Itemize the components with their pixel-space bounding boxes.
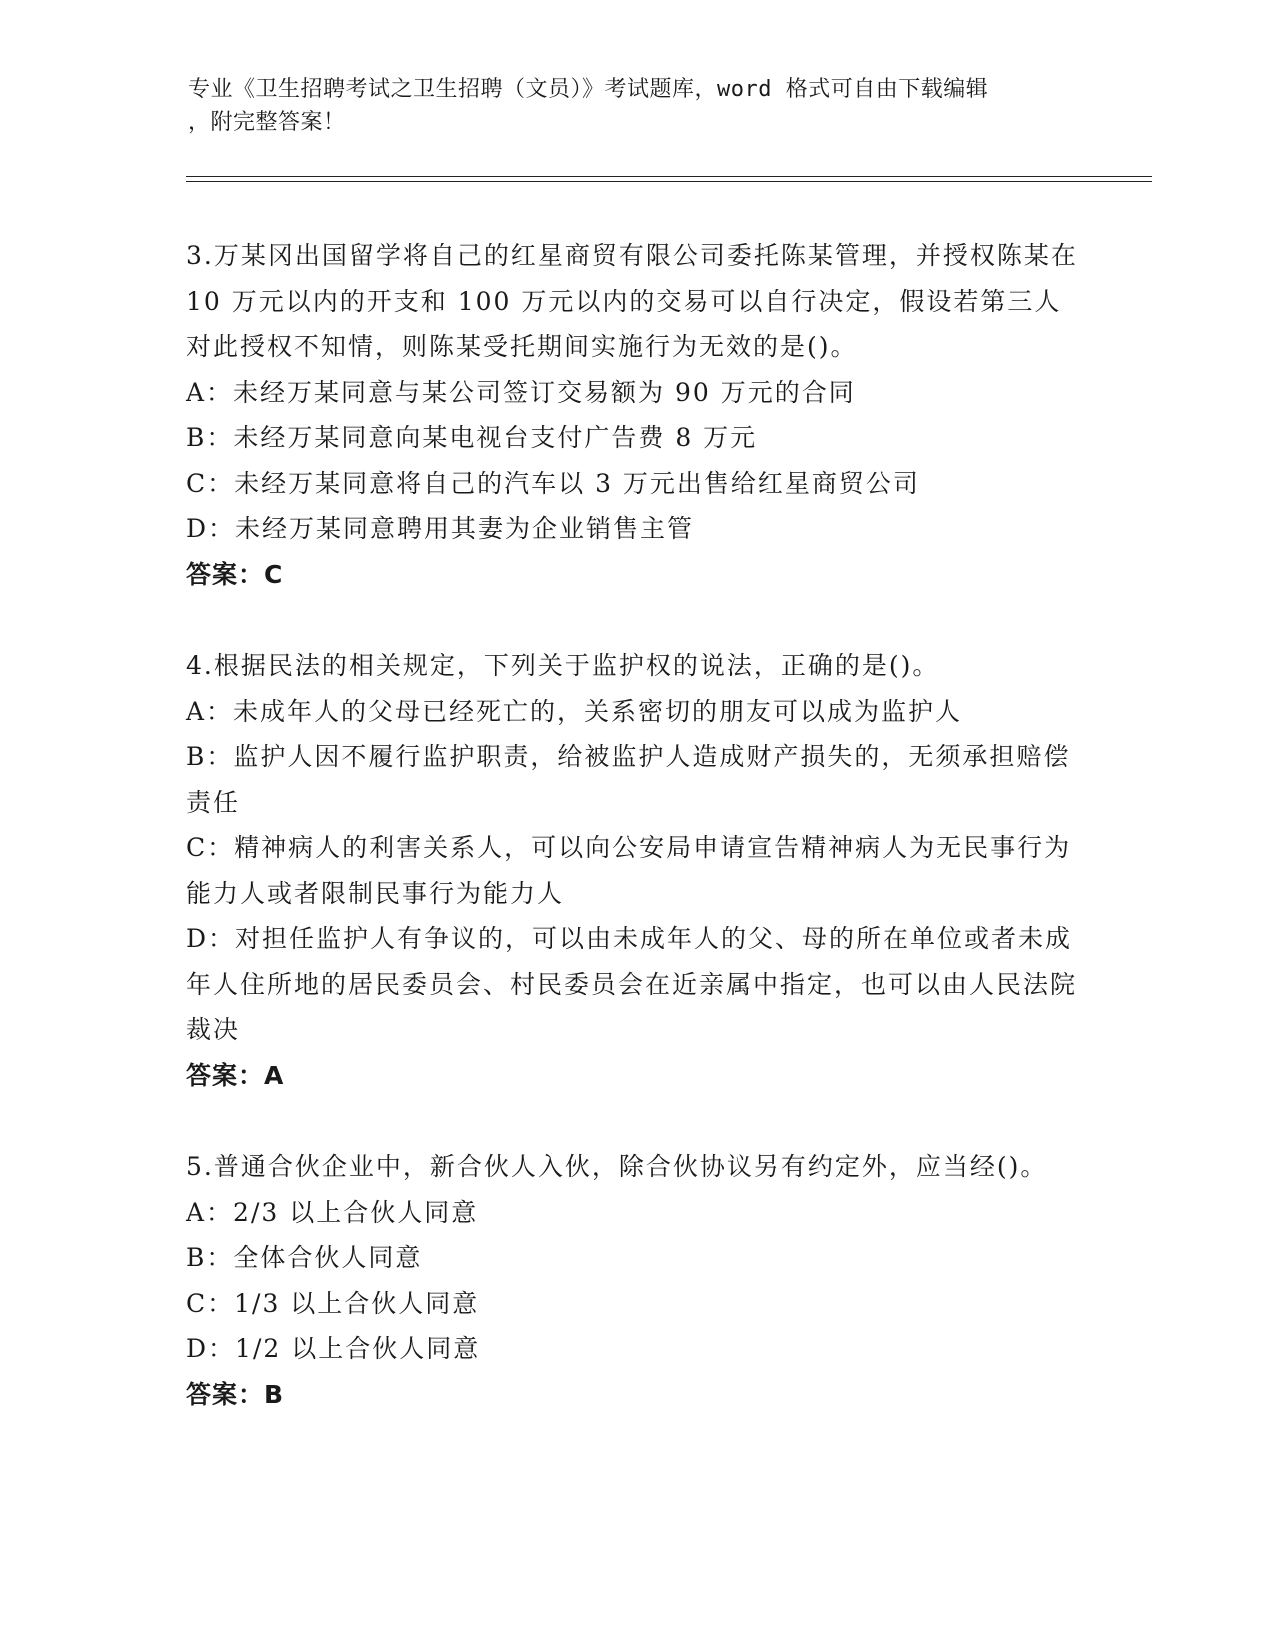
option-a: A：未成年人的父母已经死亡的，关系密切的朋友可以成为监护人 [186,696,963,726]
option-d: D：1/2 以上合伙人同意 [186,1334,481,1363]
question-5 [186,1144,1086,1417]
question-stem: 3.万某冈出国留学将自己的红星商贸有限公司委托陈某管理，并授权陈某在 10 万元以内的开支和 100 万元以内的交易可以自行决定，假设若第三人对此授权不知情，则陈某受托期间实施行为无效的是()。 [186,241,1078,361]
answer-label: 答案：B [186,1379,285,1409]
option-b: B：监护人因不履行监护职责，给被监护人造成财产损失的，无须承担赔偿责任 [186,742,1071,817]
answer-label: 答案：A [186,1060,285,1090]
answer-label: 答案：C [186,559,284,589]
document-header [188,73,1088,139]
option-b: B：未经万某同意向某电视台支付广告费 8 万元 [186,423,758,452]
option-c: C：1/3 以上合伙人同意 [186,1288,480,1318]
header-line-1: 专业《卫生招聘考试之卫生招聘（文员）》考试题库，word 格式可自由下载编辑 [188,77,989,102]
option-d: D：未经万某同意聘用其妻为企业销售主管 [186,514,695,543]
question-stem: 4.根据民法的相关规定，下列关于监护权的说法，正确的是()。 [186,651,940,680]
header-line-2: ，附完整答案！ [188,110,346,135]
option-d: D：对担任监护人有争议的，可以由未成年人的父、母的所在单位或者未成年人住所地的居民委员会、村民委员会在近亲属中指定，也可以由人民法院裁决 [186,924,1078,1044]
option-b: B：全体合伙人同意 [186,1243,423,1272]
option-a: A：未经万某同意与某公司签订交易额为 90 万元的合同 [186,377,856,407]
question-list [186,233,1086,1463]
question-stem: 5.普通合伙企业中，新合伙人入伙，除合伙协议另有约定外，应当经()。 [186,1152,1048,1181]
header-divider-top [186,176,1152,177]
option-a: A：2/3 以上合伙人同意 [186,1197,479,1227]
option-c: C：未经万某同意将自己的汽车以 3 万元出售给红星商贸公司 [186,468,920,498]
header-divider-bottom [186,181,1152,182]
question-3 [186,233,1086,597]
question-4 [186,643,1086,1098]
option-c: C：精神病人的利害关系人，可以向公安局申请宣告精神病人为无民事行为能力人或者限制民事行为能力人 [186,833,1072,908]
